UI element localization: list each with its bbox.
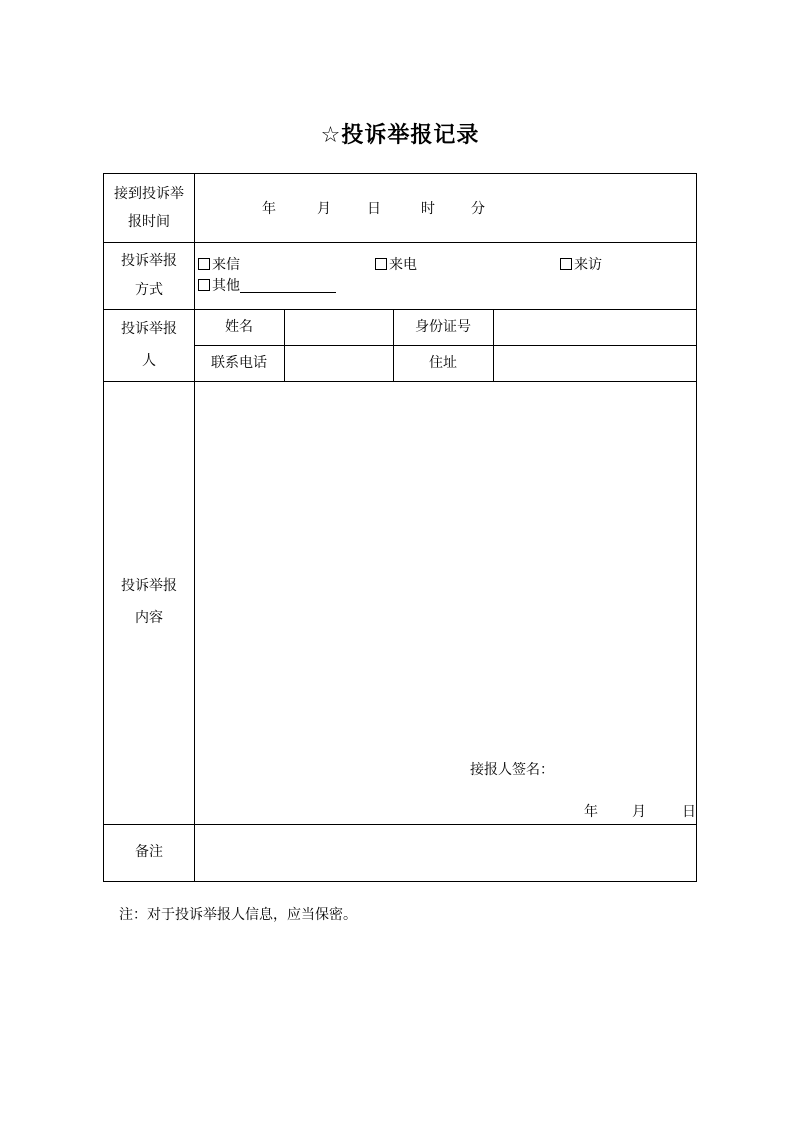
option-phone-label: 来电 — [389, 257, 417, 273]
row-divider — [104, 242, 696, 243]
person-label-line2: 人 — [142, 353, 156, 369]
footnote: 注：对于投诉举报人信息，应当保密。 — [119, 907, 357, 923]
checkbox-icon[interactable] — [198, 258, 210, 270]
column-divider — [284, 309, 285, 381]
time-label-line2: 报时间 — [128, 214, 170, 230]
option-visit-label: 来访 — [574, 257, 602, 273]
option-letter[interactable] — [198, 255, 240, 275]
sign-month: 月 — [632, 804, 646, 820]
person-label-line1: 投诉举报 — [121, 321, 177, 337]
day-field[interactable]: 日 — [367, 201, 381, 217]
time-label-line1: 接到投诉举 — [114, 186, 184, 202]
checkbox-icon[interactable] — [198, 279, 210, 291]
column-divider — [194, 174, 195, 881]
address-label: 住址 — [429, 355, 457, 371]
content-label-line2: 内容 — [135, 610, 163, 626]
row-divider — [194, 345, 696, 346]
column-divider — [493, 309, 494, 381]
checkbox-icon[interactable] — [375, 258, 387, 270]
content-label-line1: 投诉举报 — [121, 578, 177, 594]
sign-day: 日 — [682, 804, 696, 820]
name-label: 姓名 — [225, 319, 253, 335]
option-other-label: 其他 — [212, 278, 240, 294]
row-divider — [104, 381, 696, 382]
row-divider — [104, 309, 696, 310]
id-label: 身份证号 — [415, 319, 471, 335]
method-label-line2: 方式 — [135, 282, 163, 298]
month-field[interactable]: 月 — [317, 201, 331, 217]
option-phone[interactable] — [375, 255, 417, 275]
minute-field[interactable]: 分 — [471, 201, 485, 217]
signature-label: 接报人签名： — [470, 762, 554, 778]
option-other[interactable] — [198, 276, 336, 296]
method-label-line1: 投诉举报 — [121, 253, 177, 269]
checkbox-icon[interactable] — [560, 258, 572, 270]
complaint-record-form — [103, 173, 697, 882]
hour-field[interactable]: 时 — [421, 201, 435, 217]
option-letter-label: 来信 — [212, 257, 240, 273]
year-field[interactable]: 年 — [262, 201, 276, 217]
row-divider — [104, 824, 696, 825]
page-title: ☆投诉举报记录 — [320, 123, 480, 148]
phone-label: 联系电话 — [211, 355, 267, 371]
option-visit[interactable] — [560, 255, 602, 275]
remarks-label: 备注 — [135, 844, 163, 860]
sign-year: 年 — [584, 804, 598, 820]
other-blank-input[interactable] — [240, 278, 336, 293]
